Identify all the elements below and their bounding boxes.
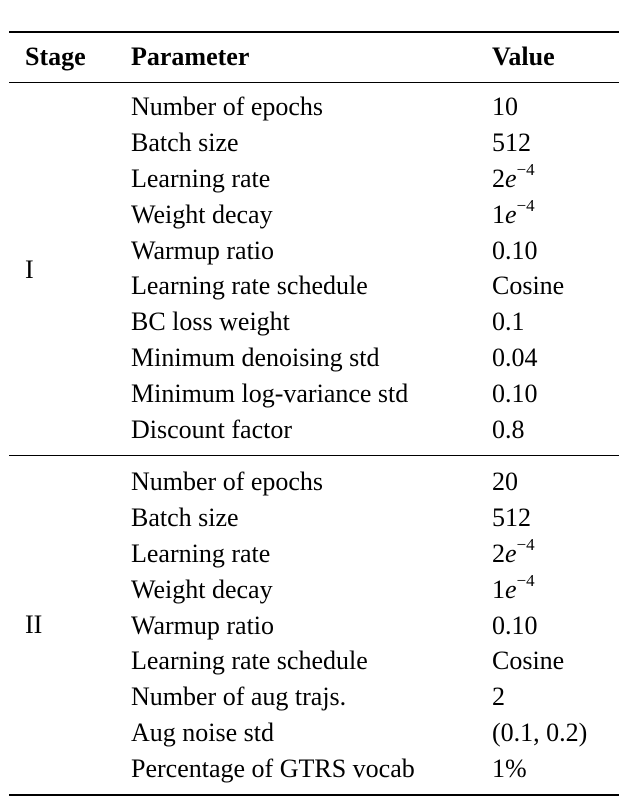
value-variable: e (505, 199, 517, 229)
parameter-cell: Learning rate (131, 538, 271, 568)
parameter-cell: Learning rate schedule (131, 271, 368, 301)
value-cell (492, 197, 535, 233)
parameter-cell: Aug noise std (131, 718, 274, 748)
header-value: Value (492, 42, 555, 71)
table-row (0, 268, 629, 304)
parameter-cell: Weight decay (131, 199, 273, 229)
parameter-cell: Weight decay (131, 574, 273, 604)
table-row (0, 412, 629, 448)
value-base: 1 (492, 199, 505, 229)
value-exponent: −4 (516, 570, 535, 590)
bottom-rule (9, 794, 619, 796)
header-rule (9, 82, 619, 83)
value-cell: 0.10 (492, 610, 538, 640)
parameter-cell: Number of epochs (131, 92, 324, 121)
value-variable: e (505, 538, 517, 568)
parameter-cell: Minimum denoising std (131, 343, 380, 373)
value-cell: (0.1, 0.2) (492, 718, 588, 748)
value-cell: 10 (492, 92, 518, 121)
value-cell (492, 536, 535, 572)
value-cell: 2 (492, 682, 505, 712)
table-row (0, 125, 629, 161)
parameter-cell: Batch size (131, 502, 239, 532)
value-cell: 0.10 (492, 235, 538, 265)
value-exponent: −4 (516, 159, 535, 179)
stage-label-2: II (25, 610, 43, 639)
table-row (0, 197, 629, 233)
table-row (0, 536, 629, 572)
table-row (0, 233, 629, 269)
parameter-cell: Learning rate schedule (131, 646, 368, 676)
parameter-cell: Learning rate (131, 163, 271, 193)
value-cell (492, 572, 535, 608)
value-variable: e (505, 163, 517, 193)
value-exponent: −4 (516, 534, 535, 554)
parameter-cell: Warmup ratio (131, 610, 275, 640)
table-row (0, 608, 629, 644)
stage-group-2 (0, 464, 629, 787)
value-cell: 1% (492, 754, 527, 784)
table-row (0, 751, 629, 787)
value-base: 2 (492, 538, 505, 568)
value-base: 1 (492, 574, 505, 604)
parameter-cell: Batch size (131, 127, 239, 157)
table-row (0, 376, 629, 412)
value-cell: Cosine (492, 646, 565, 676)
value-cell: 0.8 (492, 415, 525, 445)
table-row (0, 500, 629, 536)
stage-label-1: I (25, 255, 34, 284)
value-cell: 20 (492, 467, 518, 496)
value-cell: 0.10 (492, 379, 538, 409)
parameter-cell: Minimum log-variance std (131, 379, 409, 409)
value-cell: 512 (492, 502, 531, 532)
value-base: 2 (492, 163, 505, 193)
table-row (0, 715, 629, 751)
value-cell: 0.04 (492, 343, 538, 373)
table-row (0, 304, 629, 340)
parameter-cell: Percentage of GTRS vocab (131, 754, 415, 784)
value-cell: Cosine (492, 271, 565, 301)
parameter-cell: Number of aug trajs. (131, 682, 347, 712)
table-row (0, 679, 629, 715)
stage-separator-rule (9, 455, 619, 456)
parameter-cell: Discount factor (131, 415, 293, 445)
table-row (0, 464, 629, 500)
parameter-cell: Number of epochs (131, 467, 324, 496)
stage-group-1 (0, 89, 629, 448)
parameter-cell: Warmup ratio (131, 235, 275, 265)
parameter-cell: BC loss weight (131, 307, 290, 337)
table-row (0, 161, 629, 197)
value-cell: 512 (492, 127, 531, 157)
value-exponent: −4 (516, 195, 535, 215)
table-row (0, 643, 629, 679)
table-row (0, 89, 629, 125)
top-rule (9, 31, 619, 33)
value-cell (492, 161, 535, 197)
table-row (0, 572, 629, 608)
value-cell: 0.1 (492, 307, 525, 337)
header-parameter: Parameter (131, 42, 250, 71)
table-row (0, 340, 629, 376)
value-variable: e (505, 574, 517, 604)
header-stage: Stage (25, 42, 86, 71)
